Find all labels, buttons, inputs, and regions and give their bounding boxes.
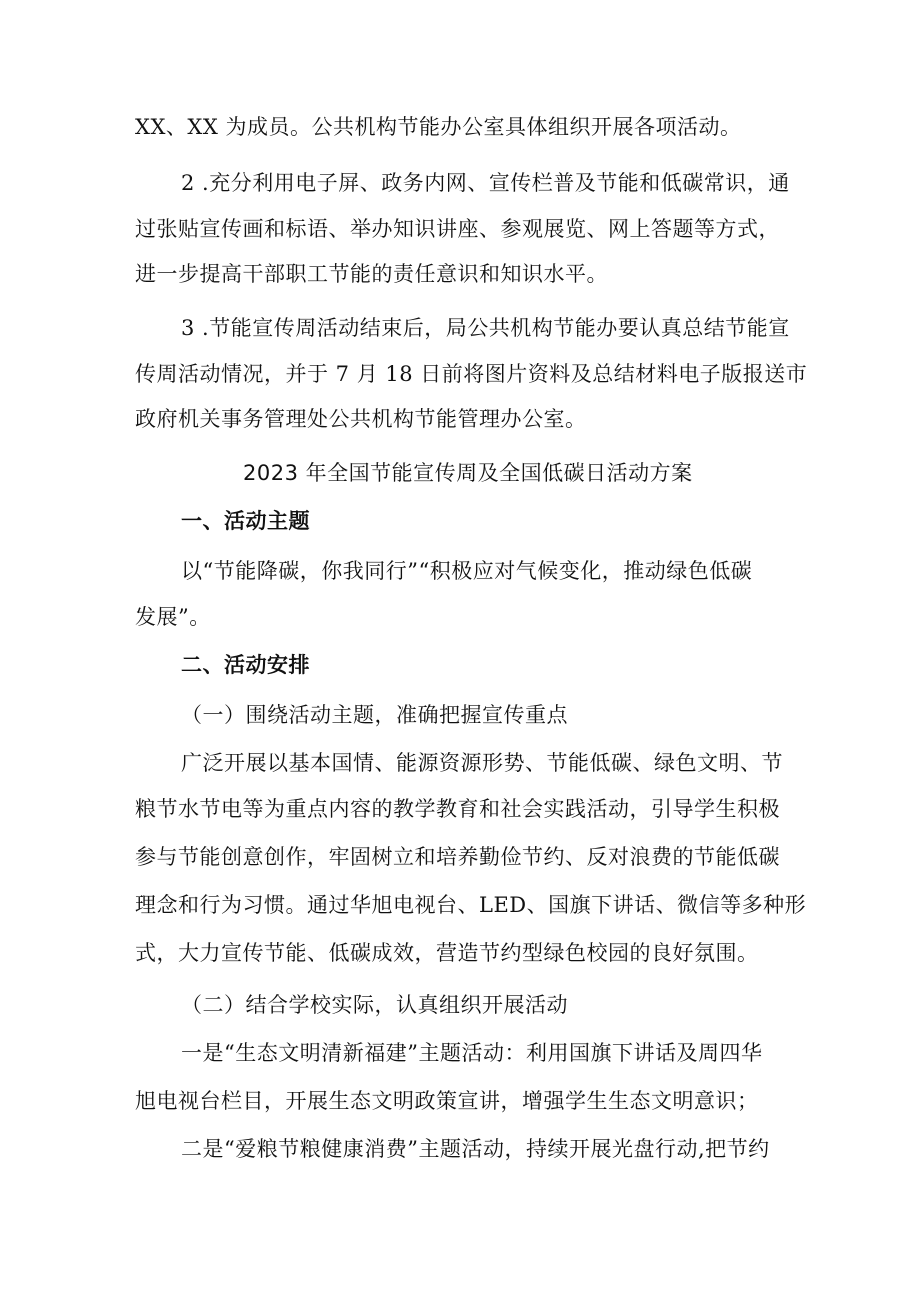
- paragraph-line: 3 .节能宣传周活动结束后，局公共机构节能办要认真总结节能宣: [181, 316, 790, 340]
- paragraph-line: 2 .充分利用电子屏、政务内网、宣传栏普及节能和低碳常识，通: [181, 171, 790, 195]
- paragraph-line: 二是“爱粮节粮健康消费”主题活动，持续开展光盘行动,把节约: [181, 1137, 770, 1161]
- paragraph-line: 理念和行为习惯。通过华旭电视台、LED、国旗下讲话、微信等多种形: [135, 893, 807, 917]
- subsection-heading: （二）结合学校实际，认真组织开展活动: [181, 993, 568, 1017]
- paragraph-line: 广泛开展以基本国情、能源资源形势、节能低碳、绿色文明、节: [181, 751, 783, 775]
- paragraph-line: 过张贴宣传画和标语、举办知识讲座、参观展览、网上答题等方式，: [135, 217, 780, 241]
- paragraph-line: 粮节水节电等为重点内容的教学教育和社会实践活动，引导学生积极: [135, 797, 780, 821]
- paragraph-line: 参与节能创意创作，牢固树立和培养勤俭节约、反对浪费的节能低碳: [135, 845, 780, 869]
- paragraph-line: 旭电视台栏目，开展生态文明政策宣讲，增强学生生态文明意识；: [135, 1089, 759, 1113]
- paragraph-line: 政府机关事务管理处公共机构节能管理办公室。: [135, 407, 587, 431]
- section-heading: 一、活动主题: [181, 509, 310, 533]
- paragraph-line: 一是“生态文明清新福建”主题活动：利用国旗下讲话及周四华: [181, 1041, 763, 1065]
- subsection-heading: （一）围绕活动主题，准确把握宣传重点: [181, 703, 568, 727]
- document-title: 2023 年全国节能宣传周及全国低碳日活动方案: [243, 461, 693, 485]
- paragraph-line: 传周活动情况，并于 7 月 18 日前将图片资料及总结材料电子版报送市: [135, 362, 808, 386]
- paragraph-line: 式，大力宣传节能、低碳成效，营造节约型绿色校园的良好氛围。: [135, 941, 759, 965]
- section-heading: 二、活动安排: [181, 653, 310, 677]
- paragraph-line: XX、XX 为成员。公共机构节能办公室具体组织开展各项活动。: [135, 115, 742, 139]
- paragraph-line: 进一步提高干部职工节能的责任意识和知识水平。: [135, 262, 608, 286]
- paragraph-line: 以“节能降碳，你我同行”“积极应对气候变化，推动绿色低碳: [181, 559, 753, 583]
- paragraph-line: 发展”。: [135, 605, 211, 629]
